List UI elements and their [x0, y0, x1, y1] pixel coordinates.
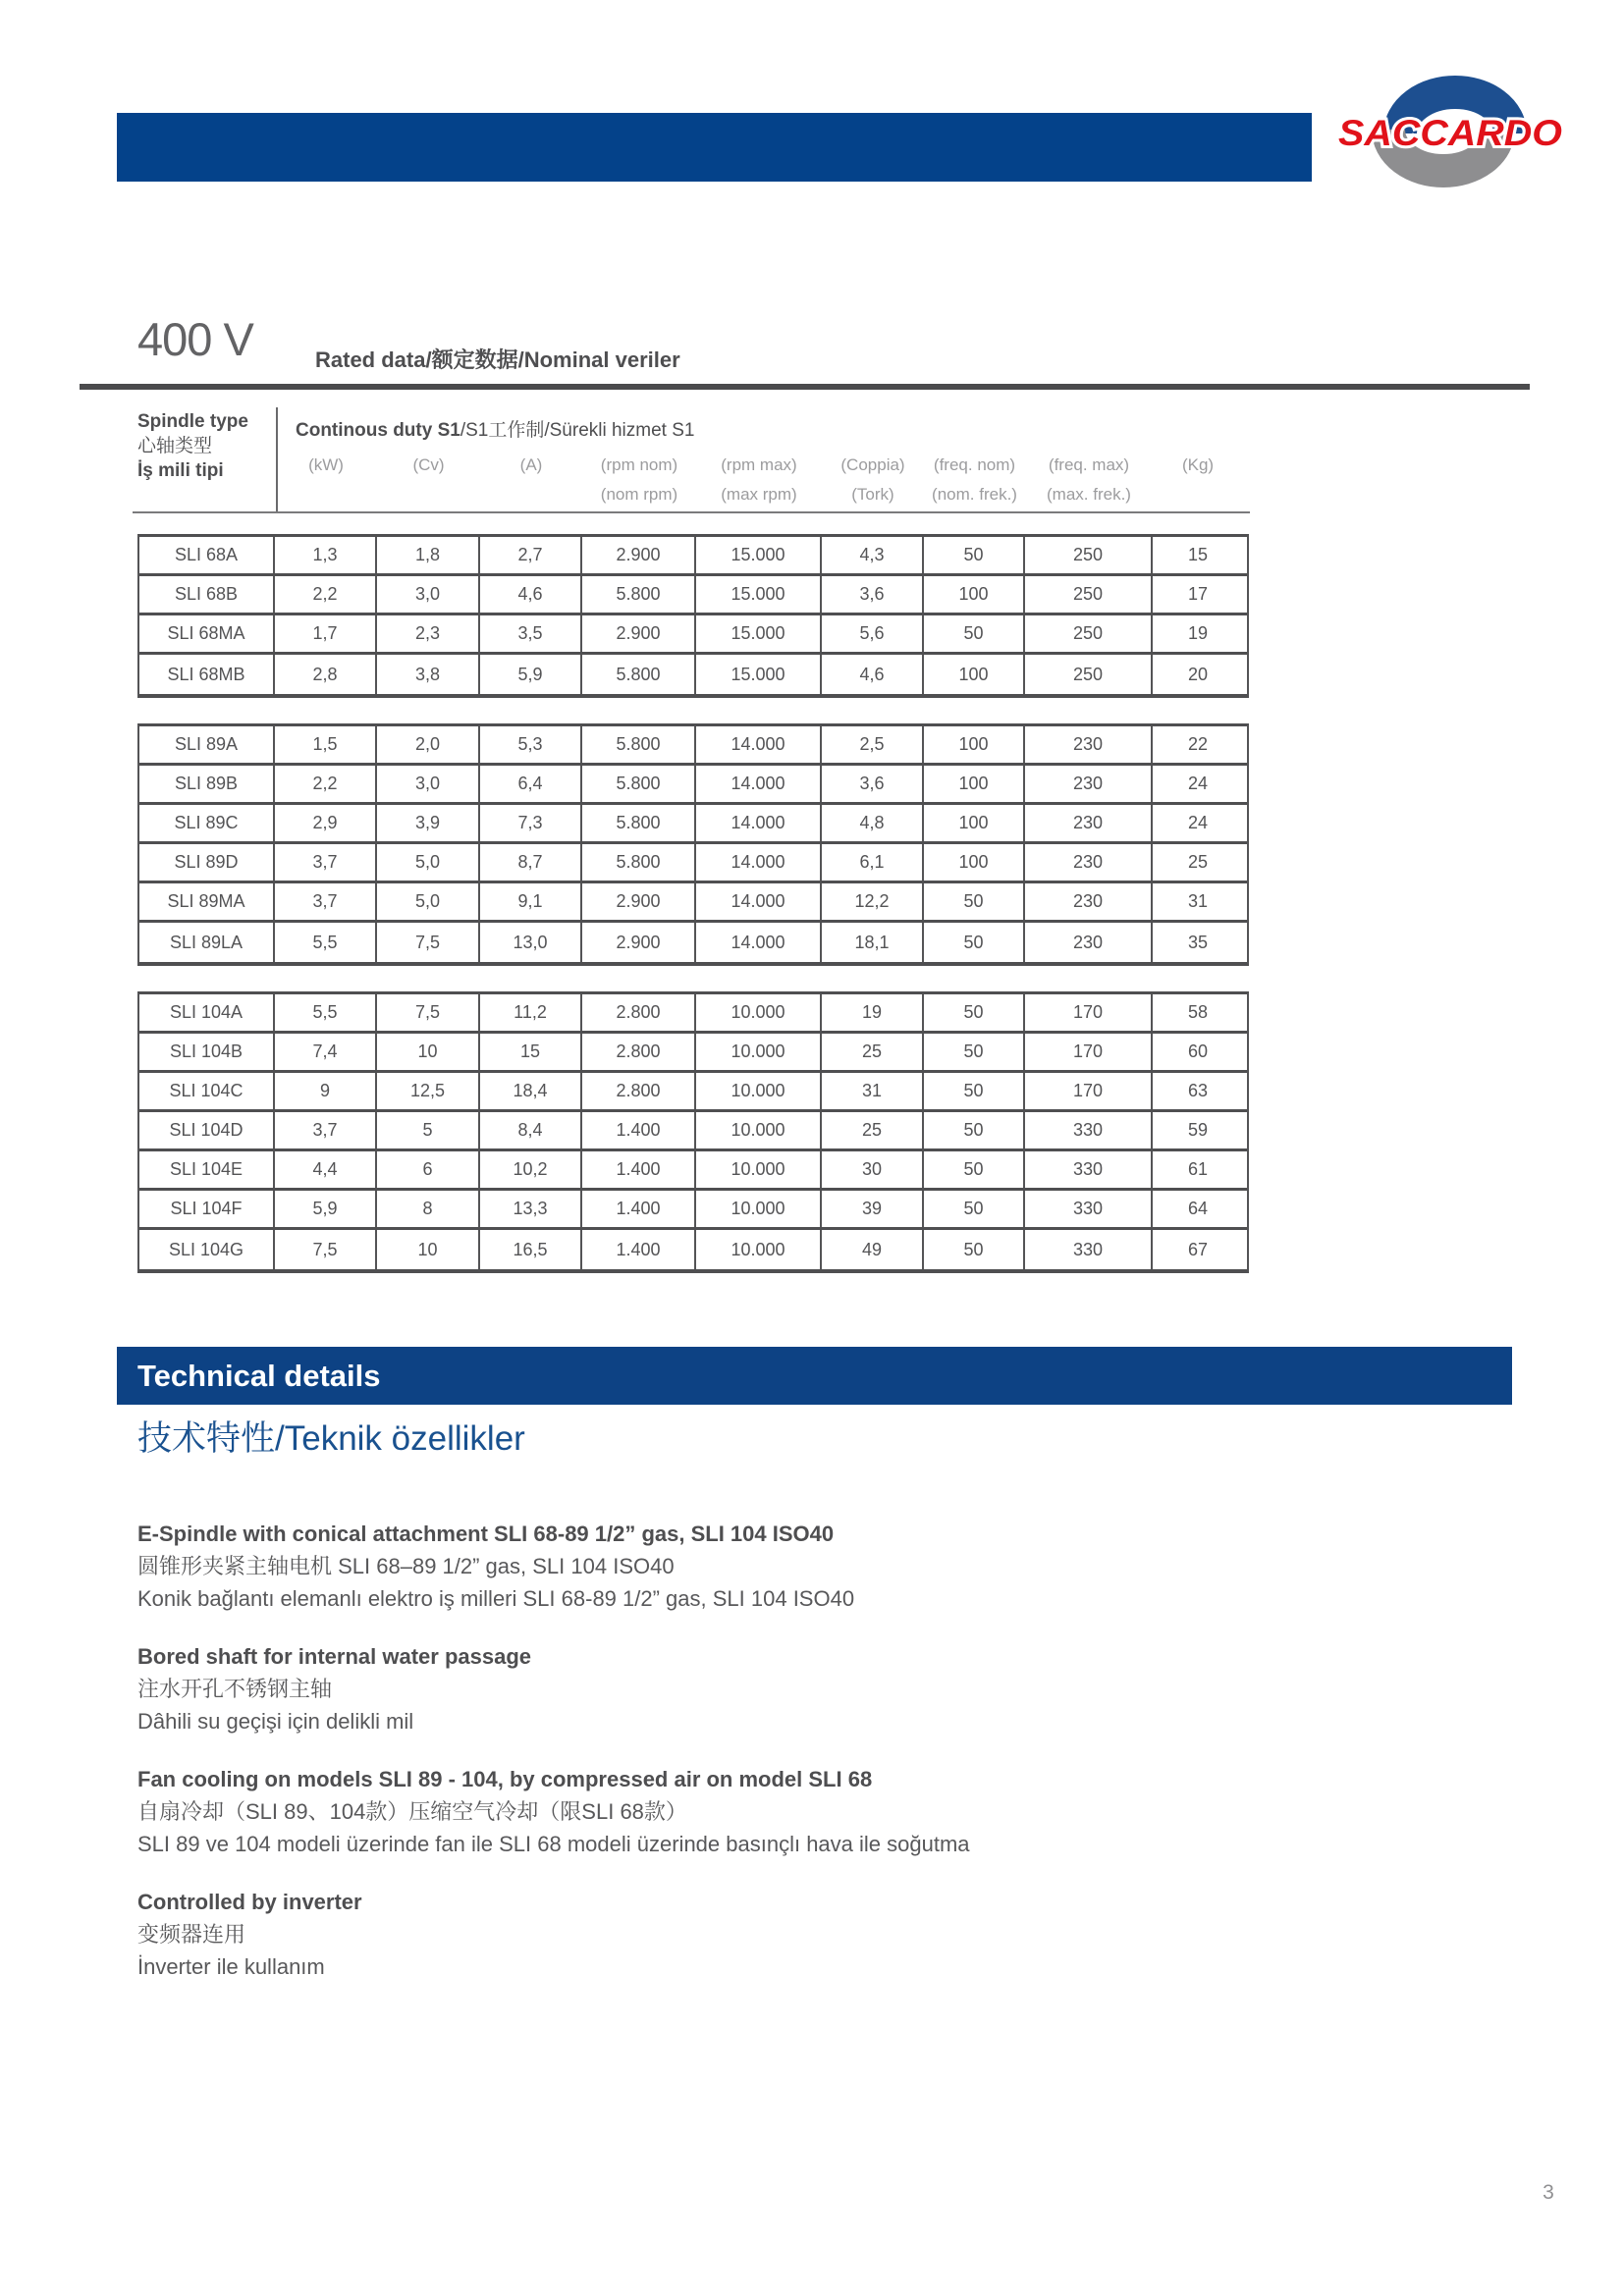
column-unit	[696, 451, 822, 509]
table-cell: 50	[924, 994, 1025, 1031]
table-cell: 12,5	[377, 1073, 480, 1109]
table-cell: 1,7	[275, 615, 377, 652]
table-cell: 250	[1025, 655, 1153, 694]
table-cell: 14.000	[696, 844, 822, 881]
column-unit	[377, 451, 480, 509]
table-cell: 18,4	[480, 1073, 582, 1109]
unit-line2: (nom rpm)	[600, 485, 678, 504]
table-cell: 59	[1187, 1120, 1209, 1140]
table-cell: 10.000	[696, 1112, 822, 1148]
table-cell: 10.000	[696, 994, 822, 1031]
spindle-type-en: Spindle type	[137, 411, 248, 432]
table-cell: 6,1	[822, 844, 924, 881]
table-cell: 15.000	[696, 576, 822, 613]
table-row	[139, 844, 1247, 883]
logo-text: SACCARDO	[1338, 113, 1563, 153]
table-cell: 100	[924, 655, 1025, 694]
table-cell: 330	[1025, 1230, 1153, 1269]
table-cell: 49	[822, 1230, 924, 1269]
spindle-model: SLI 104E	[139, 1151, 275, 1188]
table-cell: 19	[1187, 623, 1209, 643]
paragraph-line: SLI 89 ve 104 modeli üzerinde fan ile SLI 68 modeli üzerinde basınçlı hava ile soğutma	[137, 1832, 970, 1856]
unit-line2: (max rpm)	[721, 485, 797, 504]
spindle-model: SLI 89LA	[139, 923, 275, 962]
table-cell: 50	[924, 1112, 1025, 1148]
table-row	[139, 805, 1247, 844]
table-row	[139, 726, 1247, 766]
table-cell: 10	[377, 1230, 480, 1269]
table-cell: 25	[822, 1034, 924, 1070]
unit-line1: (A)	[519, 455, 543, 474]
table-row	[139, 1191, 1247, 1230]
spindle-model: SLI 89A	[139, 726, 275, 763]
spindle-model: SLI 104C	[139, 1073, 275, 1109]
table-cell: 15.000	[696, 537, 822, 573]
unit-line1: (rpm nom)	[600, 455, 678, 474]
unit-line1: (freq. nom)	[933, 455, 1016, 474]
table-cell: 31	[1187, 891, 1209, 911]
table-cell: 1,8	[377, 537, 480, 573]
column-unit	[1025, 451, 1153, 509]
table-cell: 2,8	[275, 655, 377, 694]
table-cell: 13,0	[480, 923, 582, 962]
table-cell: 3,7	[275, 1112, 377, 1148]
table-cell: 50	[924, 537, 1025, 573]
header-bar	[117, 113, 1312, 182]
table-cell: 10	[377, 1034, 480, 1070]
table-cell: 3,0	[377, 576, 480, 613]
unit-line1: (Coppia)	[840, 455, 905, 474]
table-cell: 3,8	[377, 655, 480, 694]
table-cell: 3,7	[275, 844, 377, 881]
table-cell: 24	[1187, 813, 1209, 832]
table-cell: 3,0	[377, 766, 480, 802]
table-cell: 7,5	[377, 923, 480, 962]
table-cell: 2,7	[480, 537, 582, 573]
table-row	[139, 576, 1247, 615]
table-cell: 2.800	[582, 1073, 696, 1109]
paragraph-line: 注水开孔不锈钢主轴	[137, 1677, 333, 1701]
table-cell: 4,4	[275, 1151, 377, 1188]
table-cell: 4,8	[822, 805, 924, 841]
spindle-model: SLI 104F	[139, 1191, 275, 1227]
table-cell: 7,4	[275, 1034, 377, 1070]
table-cell: 230	[1025, 766, 1153, 802]
table-cell: 22	[1187, 734, 1209, 754]
table-cell: 5.800	[582, 655, 696, 694]
table-cell: 100	[924, 844, 1025, 881]
unit-line1: (kW)	[308, 455, 344, 474]
table-cell: 14.000	[696, 923, 822, 962]
table-cell: 2.900	[582, 883, 696, 920]
table-cell: 50	[924, 615, 1025, 652]
table-cell: 170	[1025, 994, 1153, 1031]
table-cell: 19	[822, 994, 924, 1031]
spindle-type-zh: 心轴类型	[137, 436, 213, 456]
table-cell: 100	[924, 805, 1025, 841]
table-row	[139, 615, 1247, 655]
column-unit	[924, 451, 1025, 509]
paragraph-line: İnverter ile kullanım	[137, 1954, 325, 1979]
table-cell: 8,7	[480, 844, 582, 881]
table-cell: 250	[1025, 576, 1153, 613]
table-cell: 2.900	[582, 923, 696, 962]
rated-data-subtitle: Rated data/额定数据/Nominal veriler	[315, 347, 680, 372]
unit-line1: (rpm max)	[721, 455, 797, 474]
table-cell: 1.400	[582, 1151, 696, 1188]
table-cell: 15.000	[696, 655, 822, 694]
table-cell: 14.000	[696, 766, 822, 802]
table-cell: 230	[1025, 805, 1153, 841]
table-cell: 2,2	[275, 576, 377, 613]
table-cell: 50	[924, 1191, 1025, 1227]
table-cell: 50	[924, 1034, 1025, 1070]
column-unit	[582, 451, 696, 509]
table-cell: 2.800	[582, 994, 696, 1031]
table-cell: 13,3	[480, 1191, 582, 1227]
table-row	[139, 1073, 1247, 1112]
table-cell: 17	[1187, 584, 1209, 604]
table-cell: 63	[1187, 1081, 1209, 1100]
table-cell: 7,5	[377, 994, 480, 1031]
table-cell: 14.000	[696, 805, 822, 841]
table-cell: 4,6	[822, 655, 924, 694]
table-cell: 10.000	[696, 1191, 822, 1227]
table-cell: 15	[480, 1034, 582, 1070]
section-divider	[80, 384, 1530, 390]
table-cell: 10.000	[696, 1151, 822, 1188]
table-cell: 39	[822, 1191, 924, 1227]
table-row	[139, 1151, 1247, 1191]
spindle-type-tr: İş mili tipi	[137, 460, 224, 481]
table-cell: 330	[1025, 1112, 1153, 1148]
paragraph-line: 圆锥形夹紧主轴电机 SLI 68–89 1/2” gas, SLI 104 ISO40	[137, 1554, 675, 1578]
paragraph-line: Konik bağlantı elemanlı elektro iş milleri SLI 68-89 1/2” gas, SLI 104 ISO40	[137, 1586, 855, 1611]
table-cell: 5,3	[480, 726, 582, 763]
paragraph-heading: E-Spindle with conical attachment SLI 68-89 1/2” gas, SLI 104 ISO40	[137, 1522, 835, 1546]
unit-line1: (freq. max)	[1048, 455, 1130, 474]
table-cell: 35	[1187, 932, 1209, 952]
table-cell: 60	[1187, 1041, 1209, 1061]
table-cell: 24	[1187, 774, 1209, 793]
table-cell: 230	[1025, 844, 1153, 881]
table-cell: 1,3	[275, 537, 377, 573]
column-unit	[822, 451, 924, 509]
rated-data-table	[137, 534, 1249, 1299]
table-cell: 50	[924, 1073, 1025, 1109]
table-cell: 2.900	[582, 537, 696, 573]
table-cell: 100	[924, 766, 1025, 802]
table-cell: 230	[1025, 923, 1153, 962]
table-cell: 250	[1025, 615, 1153, 652]
table-row	[139, 766, 1247, 805]
table-cell: 230	[1025, 883, 1153, 920]
table-cell: 100	[924, 576, 1025, 613]
spindle-model: SLI 104A	[139, 994, 275, 1031]
table-cell: 250	[1025, 537, 1153, 573]
table-row	[139, 655, 1247, 694]
table-cell: 1.400	[582, 1112, 696, 1148]
table-cell: 10,2	[480, 1151, 582, 1188]
table-cell: 3,5	[480, 615, 582, 652]
table-cell: 50	[924, 1230, 1025, 1269]
technical-paragraph	[137, 1640, 1375, 1737]
table-block	[137, 723, 1249, 966]
table-cell: 5,9	[275, 1191, 377, 1227]
spindle-model: SLI 68MA	[139, 615, 275, 652]
table-row	[139, 537, 1247, 576]
table-cell: 2.900	[582, 615, 696, 652]
table-cell: 50	[924, 923, 1025, 962]
table-cell: 2,9	[275, 805, 377, 841]
duty-header	[296, 415, 694, 442]
table-cell: 61	[1187, 1159, 1209, 1179]
table-cell: 12,2	[822, 883, 924, 920]
paragraph-line: 变频器连用	[137, 1922, 246, 1947]
duty-header-bold: Continous duty S1	[296, 420, 460, 441]
technical-paragraphs	[137, 1518, 1375, 2008]
table-cell: 6,4	[480, 766, 582, 802]
paragraph-heading: Bored shaft for internal water passage	[137, 1644, 531, 1669]
table-cell: 5.800	[582, 805, 696, 841]
spindle-model: SLI 68B	[139, 576, 275, 613]
table-row	[139, 883, 1247, 923]
table-cell: 5,5	[275, 994, 377, 1031]
table-row	[139, 994, 1247, 1034]
table-cell: 3,6	[822, 576, 924, 613]
unit-line1: (Kg)	[1181, 455, 1215, 474]
unit-line2: (Tork)	[851, 485, 894, 504]
table-cell: 15	[1187, 545, 1209, 564]
column-unit	[275, 451, 377, 509]
table-cell: 330	[1025, 1191, 1153, 1227]
column-unit	[480, 451, 582, 509]
technical-details-banner	[117, 1347, 1512, 1405]
table-cell: 6	[377, 1151, 480, 1188]
technical-paragraph	[137, 1518, 1375, 1615]
spindle-model: SLI 89C	[139, 805, 275, 841]
table-cell: 30	[822, 1151, 924, 1188]
spindle-model: SLI 104B	[139, 1034, 275, 1070]
table-row	[139, 1034, 1247, 1073]
table-cell: 10.000	[696, 1034, 822, 1070]
technical-details-title: Technical details	[137, 1358, 381, 1393]
table-cell: 64	[1187, 1199, 1209, 1218]
unit-line2: (max. frek.)	[1047, 485, 1131, 504]
column-unit	[1153, 451, 1243, 509]
table-cell: 25	[1187, 852, 1209, 872]
table-cell: 100	[924, 726, 1025, 763]
table-cell: 1.400	[582, 1230, 696, 1269]
technical-paragraph	[137, 1763, 1375, 1860]
table-cell: 58	[1187, 1002, 1209, 1022]
table-cell: 50	[924, 1151, 1025, 1188]
table-cell: 1,5	[275, 726, 377, 763]
table-cell: 50	[924, 883, 1025, 920]
paragraph-heading: Controlled by inverter	[137, 1890, 362, 1914]
table-cell: 11,2	[480, 994, 582, 1031]
table-row	[139, 923, 1247, 962]
table-cell: 5.800	[582, 844, 696, 881]
table-cell: 10.000	[696, 1230, 822, 1269]
table-cell: 170	[1025, 1073, 1153, 1109]
table-cell: 3,9	[377, 805, 480, 841]
unit-line1: (Cv)	[412, 455, 445, 474]
column-units-row	[137, 451, 1247, 509]
table-cell: 5	[377, 1112, 480, 1148]
table-cell: 8,4	[480, 1112, 582, 1148]
table-cell: 14.000	[696, 726, 822, 763]
paragraph-line: 自扇冷却（SLI 89、104款）压缩空气冷却（限SLI 68款）	[137, 1799, 687, 1824]
table-cell: 16,5	[480, 1230, 582, 1269]
table-cell: 7,3	[480, 805, 582, 841]
table-cell: 7,5	[275, 1230, 377, 1269]
technical-details-subtitle: 技术特性/Teknik özellikler	[137, 1419, 525, 1458]
table-cell: 20	[1187, 664, 1209, 684]
table-block	[137, 991, 1249, 1273]
table-cell: 31	[822, 1073, 924, 1109]
table-cell: 10.000	[696, 1073, 822, 1109]
spindle-model: SLI 89D	[139, 844, 275, 881]
table-cell: 3,7	[275, 883, 377, 920]
spindle-model: SLI 68MB	[139, 655, 275, 694]
table-cell: 2,0	[377, 726, 480, 763]
table-cell: 2,2	[275, 766, 377, 802]
table-cell: 5,9	[480, 655, 582, 694]
table-cell: 5,6	[822, 615, 924, 652]
table-cell: 330	[1025, 1151, 1153, 1188]
saccardo-logo	[1331, 57, 1569, 206]
spindle-model: SLI 68A	[139, 537, 275, 573]
table-cell: 5,5	[275, 923, 377, 962]
table-cell: 5.800	[582, 726, 696, 763]
duty-header-rest: /S1工作制/Sürekli hizmet S1	[460, 420, 695, 441]
table-cell: 5,0	[377, 883, 480, 920]
table-cell: 9,1	[480, 883, 582, 920]
table-cell: 2,3	[377, 615, 480, 652]
table-block	[137, 534, 1249, 698]
spindle-model: SLI 104D	[139, 1112, 275, 1148]
table-cell: 14.000	[696, 883, 822, 920]
technical-paragraph	[137, 1886, 1375, 1983]
table-row	[139, 1230, 1247, 1269]
table-cell: 67	[1187, 1239, 1209, 1259]
table-cell: 8	[377, 1191, 480, 1227]
spindle-model: SLI 89B	[139, 766, 275, 802]
table-cell: 25	[822, 1112, 924, 1148]
spindle-model: SLI 89MA	[139, 883, 275, 920]
table-cell: 18,1	[822, 923, 924, 962]
table-row	[139, 1112, 1247, 1151]
table-cell: 2.800	[582, 1034, 696, 1070]
table-cell: 5,0	[377, 844, 480, 881]
spindle-model: SLI 104G	[139, 1230, 275, 1269]
table-cell: 9	[275, 1073, 377, 1109]
page-number: 3	[1543, 2181, 1554, 2204]
table-cell: 5.800	[582, 576, 696, 613]
table-header-rule	[133, 511, 1250, 513]
table-cell: 170	[1025, 1034, 1153, 1070]
voltage-title: 400 V	[137, 313, 253, 365]
paragraph-line: Dâhili su geçişi için delikli mil	[137, 1709, 414, 1734]
table-cell: 1.400	[582, 1191, 696, 1227]
table-cell: 2,5	[822, 726, 924, 763]
table-cell: 3,6	[822, 766, 924, 802]
table-cell: 5.800	[582, 766, 696, 802]
table-cell: 4,3	[822, 537, 924, 573]
paragraph-heading: Fan cooling on models SLI 89 - 104, by compressed air on model SLI 68	[137, 1767, 873, 1791]
table-cell: 15.000	[696, 615, 822, 652]
table-cell: 4,6	[480, 576, 582, 613]
unit-line2: (nom. frek.)	[932, 485, 1017, 504]
table-cell: 230	[1025, 726, 1153, 763]
